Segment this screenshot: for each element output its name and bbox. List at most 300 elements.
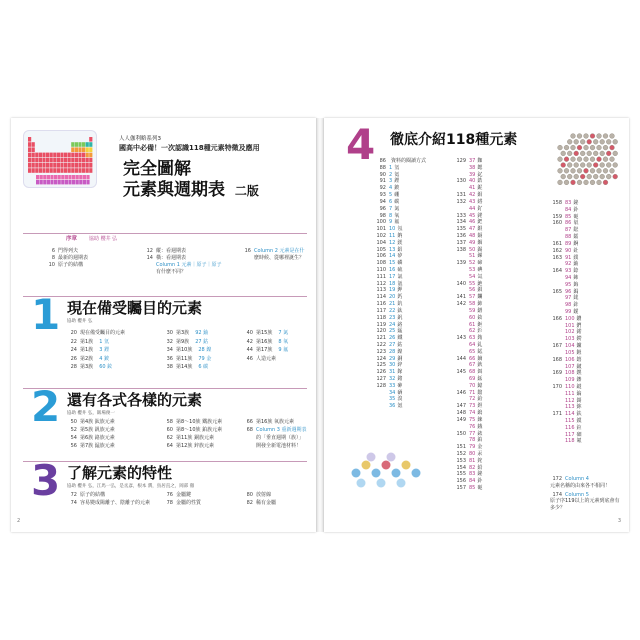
toc-entry[interactable]	[239, 499, 276, 507]
element-atomic-number: 14	[389, 253, 396, 260]
periodic-cell	[86, 180, 89, 184]
element-entry[interactable]	[374, 315, 426, 322]
periodic-cell	[78, 147, 81, 152]
element-name: 鎳	[397, 348, 403, 355]
element-entry[interactable]	[454, 158, 482, 165]
element-entry[interactable]	[454, 458, 482, 465]
atom-sphere	[603, 168, 608, 173]
element-entry[interactable]	[454, 233, 482, 240]
element-name: 釙	[573, 206, 579, 213]
element-atomic-number: 84	[565, 206, 572, 213]
element-entry[interactable]	[454, 349, 482, 356]
element-entry[interactable]	[454, 478, 482, 485]
atom-sphere	[590, 145, 595, 150]
element-name: 鋁	[397, 246, 403, 253]
element-entry[interactable]	[550, 302, 582, 309]
atom-sphere	[571, 180, 576, 185]
element-entry[interactable]	[454, 165, 482, 172]
atom-sphere	[558, 168, 563, 173]
element-entry[interactable]	[550, 384, 582, 391]
periodic-cell	[60, 153, 63, 158]
toc-page-number: 24	[70, 347, 77, 353]
atom-sphere	[584, 180, 589, 185]
element-entry[interactable]	[374, 192, 426, 199]
toc-page-number: 22	[70, 338, 77, 345]
element-entry[interactable]	[374, 383, 426, 390]
periodic-cell	[83, 180, 86, 184]
toc-entry[interactable]: 10 原子的結構	[48, 262, 84, 268]
element-entry[interactable]	[374, 349, 426, 356]
element-name: 銪	[477, 335, 483, 342]
atom-sphere	[577, 145, 582, 150]
toc-entry[interactable]	[159, 491, 201, 499]
atom-sphere	[587, 163, 592, 168]
toc-element-symbol: 60 釹	[99, 364, 113, 370]
element-atomic-number: 44	[469, 205, 476, 212]
toc-entry[interactable]	[63, 442, 115, 450]
element-atomic-number: 40	[469, 178, 476, 185]
atom-sphere	[574, 174, 579, 179]
element-name: 鋯	[477, 178, 483, 185]
atom-sphere	[613, 174, 618, 179]
element-atomic-number: 71	[469, 389, 476, 396]
book-gutter	[316, 118, 324, 532]
element-name: 𨧀	[576, 349, 582, 356]
periodic-cell	[68, 180, 71, 184]
element-atomic-number: 18	[389, 280, 396, 287]
toc-entry[interactable]: 12 縱：看週期表	[146, 248, 187, 254]
element-name: 汞	[477, 450, 483, 457]
atom-sphere	[603, 134, 608, 139]
toc-entry[interactable]	[159, 363, 211, 372]
toc-entry[interactable]	[63, 329, 125, 338]
periodic-cell	[35, 158, 38, 163]
element-atomic-number: 81	[469, 457, 476, 464]
element-entry[interactable]	[454, 342, 482, 349]
element-entry[interactable]	[454, 301, 482, 308]
periodic-cell	[68, 163, 71, 168]
element-entry[interactable]	[454, 315, 482, 322]
element-atomic-number: 110	[565, 383, 575, 390]
toc-entry[interactable]	[63, 418, 115, 426]
toc-element-symbol: 7 氮	[278, 330, 289, 336]
element-name: 鈷	[397, 341, 403, 348]
element-name: 鎵	[397, 369, 403, 376]
toc-page-number: 74	[70, 500, 77, 506]
element-entry[interactable]	[454, 274, 482, 281]
toc-entry[interactable]	[63, 363, 125, 372]
element-entry[interactable]	[374, 233, 426, 240]
toc-entry[interactable]	[159, 329, 211, 338]
toc-entry[interactable]	[239, 418, 307, 426]
element-column-2	[454, 158, 482, 492]
periodic-cell	[46, 168, 49, 173]
element-entry[interactable]	[374, 199, 426, 206]
periodic-cell	[82, 142, 85, 147]
toc-entry[interactable]	[159, 338, 211, 347]
section3-col1	[63, 491, 150, 507]
toc-entry[interactable]: 14 橫：看週期表	[146, 255, 187, 261]
toc-text: 第4族 鈦族元素	[80, 419, 115, 425]
section4-title: 徹底介紹118種元素	[390, 132, 518, 148]
element-entry[interactable]	[550, 268, 582, 275]
element-page-number: 165	[552, 288, 562, 295]
element-entry[interactable]	[374, 178, 426, 185]
toc-text: 第15族	[256, 330, 273, 336]
element-name: 釙	[477, 478, 483, 485]
element-name: 碘	[477, 267, 483, 273]
toc-entry[interactable]	[239, 329, 288, 338]
element-name: 釷	[573, 247, 579, 254]
periodic-cell	[75, 168, 78, 173]
periodic-cell	[68, 158, 71, 163]
element-atomic-number: 89	[565, 240, 572, 247]
element-entry[interactable]	[374, 185, 426, 192]
element-page-number: 164	[552, 268, 562, 275]
periodic-cell	[64, 163, 67, 168]
element-page-number: 151	[456, 444, 466, 451]
toc-text: 第1族	[80, 347, 94, 353]
element-entry[interactable]	[454, 335, 482, 342]
element-atomic-number: 82	[469, 464, 476, 471]
element-entry[interactable]	[374, 260, 426, 267]
element-page-number: 120	[376, 328, 386, 335]
element-entry[interactable]	[374, 172, 426, 179]
element-name: 硼	[394, 192, 400, 199]
element-atomic-number: 116	[565, 424, 575, 431]
toc-entry[interactable]	[63, 499, 150, 507]
toc-entry[interactable]	[159, 442, 222, 450]
element-entry[interactable]	[374, 165, 426, 172]
toc-entry[interactable]: 有什麼不同？	[156, 269, 187, 275]
element-entry[interactable]	[374, 274, 426, 281]
element-entry[interactable]	[550, 248, 582, 255]
atom-sphere	[600, 151, 605, 156]
toc-text: 第8～10族 鐵族元素	[176, 419, 223, 425]
preface-divider	[23, 233, 307, 234]
element-entry[interactable]	[550, 377, 582, 384]
atom-sphere	[587, 139, 592, 144]
periodic-cell	[71, 163, 74, 168]
toc-entry[interactable]	[63, 491, 150, 499]
periodic-cell	[65, 180, 68, 184]
element-entry[interactable]	[374, 335, 426, 342]
periodic-cell	[57, 153, 60, 158]
element-atomic-number: 83	[565, 200, 572, 206]
element-atomic-number: 84	[469, 478, 476, 485]
element-atomic-number: 70	[469, 382, 476, 389]
toc-page-number: 64	[166, 443, 173, 449]
book-title-main: 元素與週期表	[123, 180, 225, 200]
element-entry[interactable]	[374, 376, 426, 383]
element-name: 鉈	[477, 457, 483, 464]
toc-entry[interactable]	[159, 346, 211, 355]
element-entry[interactable]	[550, 350, 582, 357]
periodic-cell	[32, 158, 35, 163]
edition-label: 二版	[234, 184, 259, 198]
element-name: 氬	[397, 280, 403, 287]
periodic-cell	[68, 168, 71, 173]
periodic-cell	[78, 153, 81, 158]
element-atomic-number: 46	[469, 219, 476, 226]
element-entry[interactable]	[374, 342, 426, 349]
element-atomic-number: 107	[565, 363, 575, 370]
element-entry[interactable]	[550, 438, 582, 445]
toc-entry[interactable]: Column 1 元素｜原子｜原子	[156, 262, 222, 268]
element-entry[interactable]	[550, 316, 582, 323]
toc-text: 第17族	[256, 347, 273, 353]
atom-sphere	[593, 163, 598, 168]
element-name: 鑪	[576, 343, 582, 350]
toc-text: 人造元素	[256, 355, 277, 362]
atom-sphere	[603, 157, 608, 162]
column-note-entry[interactable]	[550, 476, 620, 490]
toc-entry[interactable]	[239, 442, 307, 450]
periodic-cell	[78, 158, 81, 163]
element-name: 鈇	[576, 411, 582, 418]
element-name: 氖	[397, 226, 403, 233]
element-atomic-number: 87	[565, 227, 572, 234]
atom-sphere	[584, 168, 589, 173]
element-name: 鉝	[576, 424, 582, 431]
element-entry[interactable]	[550, 418, 582, 425]
note-column-label: Column 5	[565, 491, 589, 498]
toc-page-number: 60	[166, 427, 173, 433]
toc-entry[interactable]	[159, 499, 201, 507]
element-atomic-number: 32	[389, 376, 396, 382]
book-subtitle: 國高中必備！一次認識118種元素特徵及應用	[119, 144, 260, 152]
element-page-number: 153	[456, 457, 466, 464]
element-entry[interactable]	[374, 267, 426, 274]
periodic-cell	[60, 158, 63, 163]
element-entry[interactable]	[374, 213, 426, 220]
element-entry[interactable]	[550, 200, 582, 207]
section2-col2	[159, 418, 222, 450]
periodic-cell	[46, 153, 49, 158]
element-entry[interactable]	[454, 226, 482, 233]
toc-entry[interactable]	[239, 346, 288, 355]
element-entry[interactable]	[454, 424, 482, 431]
toc-text: 金屬鍵	[176, 492, 192, 498]
element-entry[interactable]	[550, 234, 582, 241]
periodic-cell	[68, 175, 71, 179]
element-atomic-number: 114	[565, 411, 575, 418]
atom-sphere	[577, 180, 582, 185]
toc-entry[interactable]	[239, 434, 307, 442]
element-page-number: 141	[456, 294, 466, 301]
element-atomic-number: 33	[389, 382, 396, 389]
toc-text: 容易變成陽離子、陰離子的元素	[80, 500, 151, 506]
element-name: 鐒	[576, 336, 582, 343]
element-entry[interactable]	[374, 158, 426, 165]
element-entry[interactable]	[550, 425, 582, 432]
cover-periodic-table-image	[23, 130, 97, 188]
element-atomic-number: 88	[565, 234, 572, 241]
atom-sphere	[357, 479, 366, 488]
element-entry[interactable]	[550, 391, 582, 398]
element-name: 鈦	[397, 307, 403, 314]
element-atomic-number: 118	[565, 438, 575, 445]
toc-entry[interactable]: 6 門得列夫	[51, 248, 79, 254]
atom-sphere	[392, 469, 401, 478]
element-entry[interactable]	[550, 309, 582, 316]
element-name: 銦	[477, 239, 483, 246]
element-entry[interactable]	[454, 260, 482, 267]
element-name: 𨨏	[576, 363, 582, 370]
element-atomic-number: 60	[469, 314, 476, 321]
element-name: 鉑	[477, 437, 483, 444]
atom-sphere	[580, 139, 585, 144]
toc-entry[interactable]	[159, 355, 211, 364]
atom-sphere	[597, 134, 602, 139]
toc-entry[interactable]	[239, 491, 276, 499]
toc-page-number: 34	[166, 347, 173, 353]
preface-credit: 協助 櫻井 弘	[89, 236, 118, 242]
element-name: 鈀	[477, 219, 483, 226]
element-entry[interactable]	[374, 240, 426, 247]
atom-sphere	[571, 134, 576, 139]
element-entry[interactable]	[374, 206, 426, 213]
element-name: 釩	[397, 314, 403, 321]
element-entry[interactable]	[454, 417, 482, 424]
element-entry[interactable]	[454, 369, 482, 376]
periodic-cell	[75, 147, 78, 152]
element-name: 鈉	[397, 232, 403, 239]
atom-sphere	[610, 168, 615, 173]
element-page-number: 96	[379, 205, 386, 212]
toc-element-symbol: 6 碳	[198, 364, 209, 370]
periodic-cell	[47, 175, 50, 179]
element-atomic-number: 23	[389, 314, 396, 321]
element-entry[interactable]	[550, 343, 582, 350]
atom-sphere	[610, 157, 615, 162]
toc-entry[interactable]	[239, 355, 288, 364]
element-entry[interactable]	[550, 411, 582, 418]
periodic-cell	[28, 147, 31, 152]
element-entry[interactable]	[454, 199, 482, 206]
atom-sphere	[590, 180, 595, 185]
atom-sphere	[593, 174, 598, 179]
note-text: 原子序119以上的元素到底會有多少？	[550, 498, 620, 512]
element-entry[interactable]	[374, 226, 426, 233]
element-name: 鉀	[397, 287, 403, 294]
periodic-cell	[61, 175, 64, 179]
periodic-cell	[57, 163, 60, 168]
element-entry[interactable]	[454, 451, 482, 458]
element-column-1	[374, 158, 426, 410]
element-entry[interactable]	[550, 357, 582, 364]
element-entry[interactable]	[454, 485, 482, 492]
periodic-cell	[89, 137, 92, 142]
toc-text: 第2族	[80, 355, 94, 362]
element-atomic-number: 48	[469, 232, 476, 239]
toc-entry[interactable]	[63, 426, 115, 434]
toc-entry[interactable]	[239, 338, 288, 347]
element-entry[interactable]	[550, 275, 582, 282]
toc-entry[interactable]: 16 Column 2 元素是在什	[244, 248, 305, 254]
element-page-number: 137	[456, 239, 466, 246]
element-page-number: 134	[456, 219, 466, 226]
column-note-entry[interactable]	[550, 492, 620, 512]
element-atomic-number: 25	[389, 328, 396, 335]
toc-entry[interactable]	[63, 355, 125, 364]
toc-text: 第16族 氧族元素	[256, 419, 294, 425]
element-entry[interactable]	[454, 444, 482, 451]
element-entry[interactable]	[374, 403, 426, 410]
toc-entry[interactable]	[159, 426, 222, 434]
element-entry[interactable]	[550, 241, 582, 248]
element-entry[interactable]	[454, 383, 482, 390]
element-entry[interactable]	[454, 192, 482, 199]
element-entry[interactable]	[454, 267, 482, 274]
toc-entry[interactable]	[63, 346, 125, 355]
element-entry[interactable]	[374, 308, 426, 315]
element-name: 錫	[477, 246, 483, 253]
toc-entry[interactable]	[63, 434, 115, 442]
element-page-number: 155	[456, 471, 466, 478]
section1-col3	[239, 329, 288, 363]
element-name: 鐿	[477, 382, 483, 389]
toc-entry[interactable]	[239, 426, 307, 434]
element-page-number: 129	[456, 158, 466, 164]
toc-entry[interactable]	[159, 434, 222, 442]
element-entry[interactable]	[454, 308, 482, 315]
periodic-cell	[65, 175, 68, 179]
atom-sphere	[377, 479, 386, 488]
element-entry[interactable]	[550, 207, 582, 214]
element-entry[interactable]	[550, 282, 582, 289]
periodic-cell	[43, 175, 46, 179]
element-entry[interactable]	[374, 301, 426, 308]
element-entry[interactable]	[454, 240, 482, 247]
element-name: 鎢	[477, 410, 483, 417]
periodic-cell	[68, 153, 71, 158]
atom-sphere	[567, 151, 572, 156]
toc-entry[interactable]: 麼時候、從哪裡誕生？	[254, 255, 305, 261]
toc-page-number: 30	[166, 330, 173, 336]
element-entry[interactable]	[374, 369, 426, 376]
toc-entry[interactable]: 8 最新的週期表	[51, 255, 89, 261]
toc-text: 第9族	[176, 338, 190, 345]
element-entry[interactable]	[454, 206, 482, 213]
element-atomic-number: 2	[389, 171, 393, 178]
toc-entry[interactable]	[63, 338, 125, 347]
toc-text: 第6族 鉻族元素	[80, 435, 115, 441]
toc-text: 第12族 鋅族元素	[176, 443, 214, 449]
periodic-cell	[36, 175, 39, 179]
element-name: 釓	[477, 341, 483, 348]
atom-sphere	[606, 151, 611, 156]
atom-sphere	[610, 134, 615, 139]
element-atomic-number: 76	[469, 423, 476, 430]
periodic-cell	[76, 175, 79, 179]
element-atomic-number: 55	[469, 280, 476, 287]
element-atomic-number: 68	[469, 369, 476, 376]
element-name: 鎘	[477, 232, 483, 239]
atom-sphere	[561, 151, 566, 156]
toc-page-number: 46	[246, 355, 253, 362]
atom-sphere	[564, 168, 569, 173]
element-entry[interactable]	[454, 410, 482, 417]
element-name: 鍩	[576, 329, 582, 336]
periodic-cell	[53, 163, 56, 168]
element-name: 釤	[477, 328, 483, 335]
atom-sphere	[597, 157, 602, 162]
element-entry[interactable]	[454, 376, 482, 383]
element-atomic-number: 105	[565, 349, 575, 356]
toc-entry[interactable]	[159, 418, 222, 426]
element-page-number: 106	[376, 253, 386, 260]
